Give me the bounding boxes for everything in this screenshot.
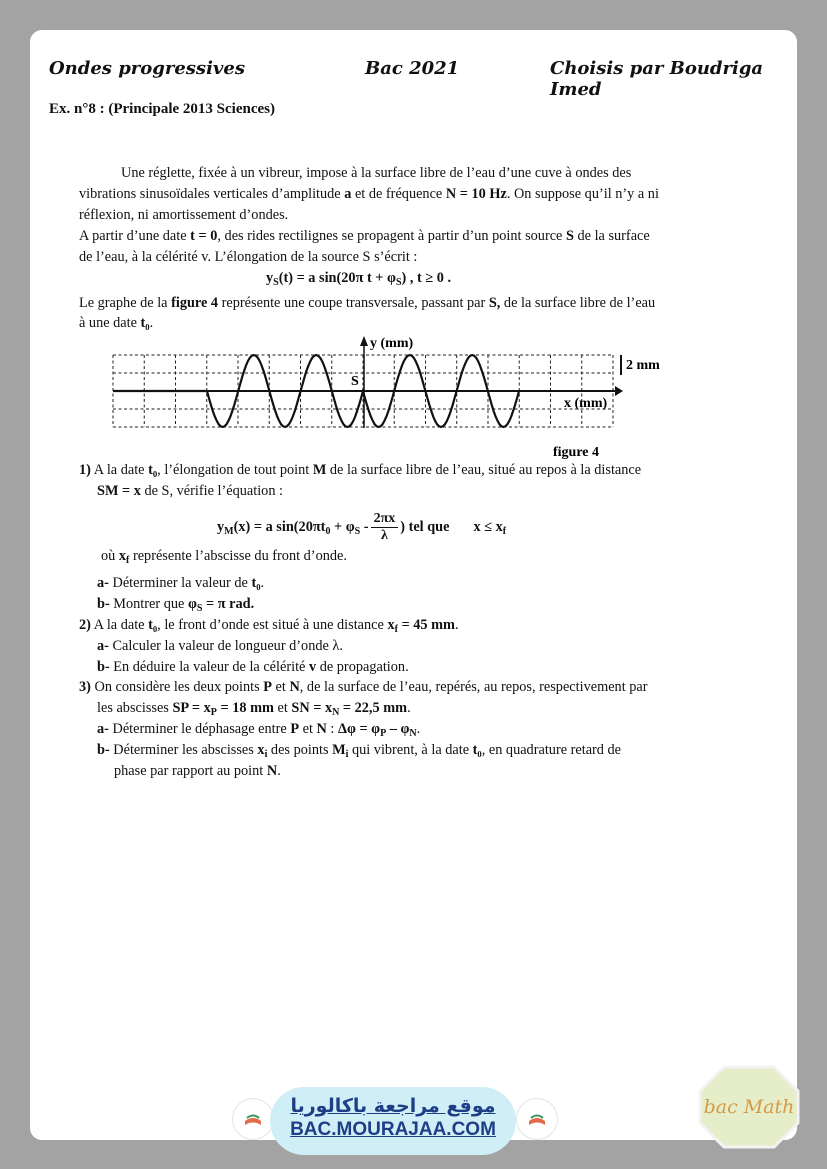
intro-line: réflexion, ni amortissement d’ondes.: [79, 207, 289, 223]
q1a: a- Déterminer la valeur de t₀.: [97, 575, 265, 591]
x-axis-arrow: [615, 386, 623, 396]
q2b: b- En déduire la valeur de la célérité v de propagation.: [97, 659, 409, 675]
q3-line: 3) On considère les deux points P et N, de la surface de l’eau, repérés, au repos, respectivement par: [79, 679, 648, 695]
book-icon: [517, 1099, 557, 1139]
site-badge[interactable]: [270, 1087, 516, 1155]
intro-line: vibrations sinusoïdales verticales d’amplitude a et de fréquence N = 10 Hz. On suppose qu’il n’y a ni: [79, 186, 659, 202]
intro-line: Une réglette, fixée à un vibreur, impose à la surface libre de l’eau d’une cuve à ondes des: [121, 165, 632, 181]
source-equation: $y_S(t) = a$ sin(20π $t + \varphi_S$) , t ≥ 0 .: [266, 270, 452, 288]
q3b-line2: phase par rapport au point N.: [114, 763, 281, 779]
site-logo-left: [232, 1098, 274, 1140]
q3b: b- Déterminer les abscisses $x_i$ des points $M_i$ qui vibrent, à la date t₀, en quadrature retard de: [97, 742, 622, 760]
figure-4: [30, 30, 797, 470]
site-logo-right: [516, 1098, 558, 1140]
y-axis-arrow: [360, 336, 368, 346]
q1-line: 1) A la date t₀, l’élongation de tout point M de la surface libre de l’eau, situé au repos à la distance: [79, 462, 642, 478]
intro-line: Le graphe de la figure 4 représente une coupe transversale, passant par S, de la surface libre de l’eau: [79, 295, 656, 311]
q2a: a- Calculer la valeur de longueur d’onde λ.: [97, 638, 343, 654]
page-sheet: [30, 30, 797, 1140]
q3-line: les abscisses SP = $x_P = 18$ mm et SN = $x_N = 22,5$ mm.: [97, 700, 411, 718]
q1-line: où $x_f$ représente l’abscisse du front d’onde.: [101, 548, 347, 566]
x-axis-label: x (mm): [564, 396, 608, 411]
svg-text:bac Math: bac Math: [703, 1096, 795, 1118]
q1b: b- Montrer que $\varphi_S = \pi$ rad.: [97, 596, 255, 614]
intro-line: de l’eau, à la célérité v. L’élongation de la source S s’écrit :: [79, 249, 418, 265]
scale-label: 2 mm: [626, 358, 660, 373]
source-label: S: [351, 374, 359, 389]
fraction: $\frac{2\pi x}{\lambda}$: [371, 511, 399, 544]
intro-line: à une date t₀.: [79, 315, 154, 331]
q2-line: 2) A la date t₀, le front d’onde est situé à une distance $x_f = 45$ mm.: [79, 617, 459, 635]
exercise-title: Ex. n°8 : (Principale 2013 Sciences): [49, 101, 275, 117]
header-author: Choisis par Boudriga Imed: [550, 58, 764, 100]
figure-caption: figure 4: [553, 445, 600, 460]
header-year: Bac 2021: [365, 58, 460, 79]
header-topic: Ondes progressives: [49, 58, 245, 79]
bac-math-logo: [698, 1065, 800, 1149]
intro-line: A partir d’une date t = 0, des rides rectilignes se propagent à partir d’un point source S de la surface: [79, 228, 650, 244]
site-url[interactable]: BAC.MOURAJAA.COM: [290, 1119, 496, 1140]
site-name-arabic[interactable]: موقع مراجعة باكالوريا: [290, 1095, 496, 1117]
q1-equation: $y_M(x) = a$ $\sin(20\pi t_0 + \varphi_S$ - $\frac{2\pi x}{\lambda}$ ) tel que $x \le x_f$: [217, 511, 507, 544]
q3a: a- Déterminer le déphasage entre P et N : $\Delta\varphi = \varphi_P - \varphi_N$.: [97, 721, 421, 739]
book-icon: [233, 1099, 273, 1139]
q1-line: SM = x de S, vérifie l’équation :: [97, 483, 284, 499]
y-axis-label: y (mm): [370, 336, 414, 351]
